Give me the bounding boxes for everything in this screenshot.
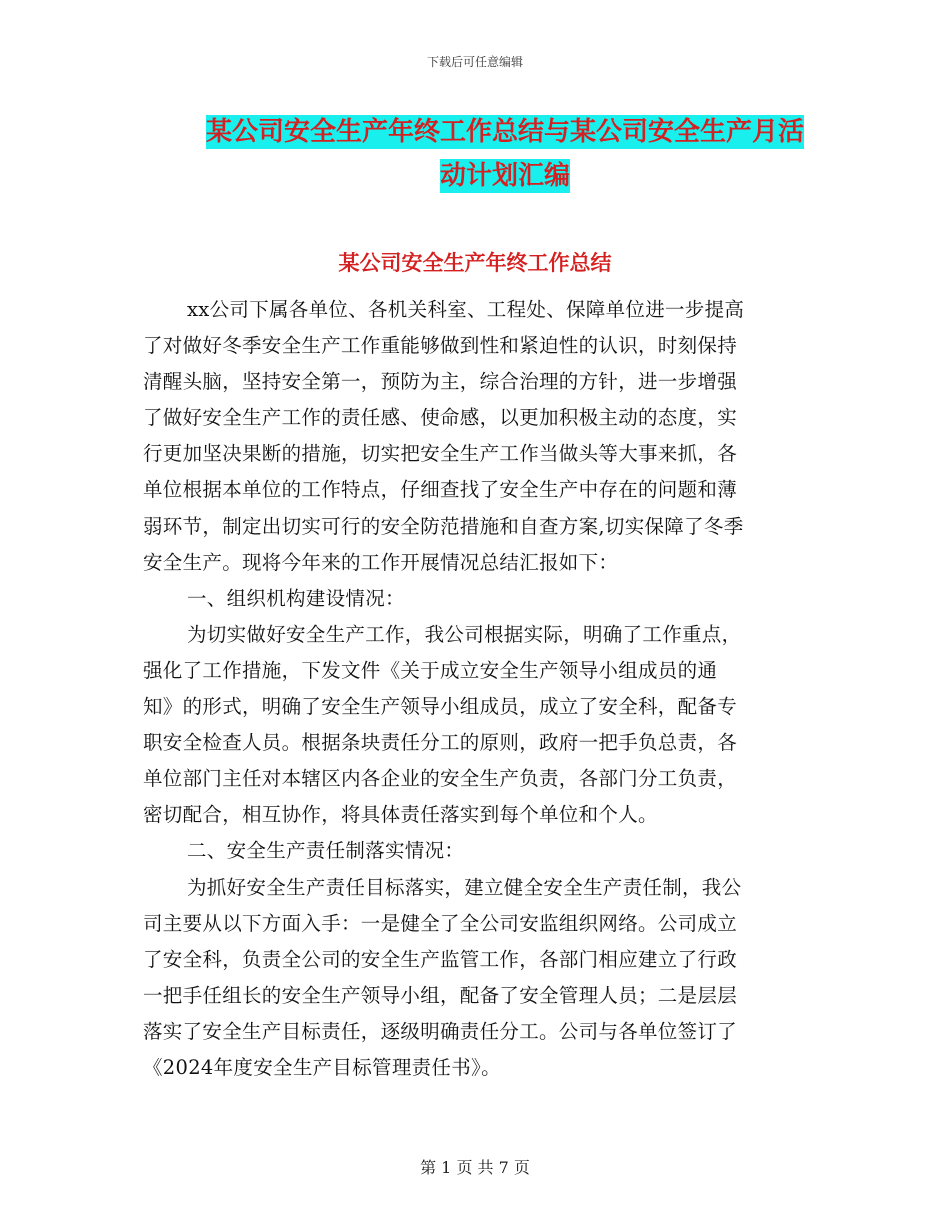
- body-line: 了对做好冬季安全生产工作重能够做到性和紧迫性的认识，时刻保持: [143, 334, 738, 358]
- page-header: 下载后可任意编辑: [426, 55, 523, 69]
- document-title-line-1: 某公司安全生产年终工作总结与某公司安全生产月活: [205, 117, 804, 147]
- body-line: 强化了工作措施，下发文件《关于成立安全生产领导小组成员的通: [143, 658, 718, 682]
- body-line: 为抓好安全生产责任目标落实，建立健全安全生产责任制，我公: [187, 875, 742, 899]
- body-line: 密切配合，相互协作，将具体责任落实到每个单位和个人。: [143, 803, 658, 827]
- body-line: 单位部门主任对本辖区内各企业的安全生产负责，各部门分工负责，: [143, 767, 738, 791]
- body-line: 《2024年度安全生产目标管理责任书》。: [143, 1055, 501, 1079]
- body-line: 落实了安全生产目标责任，逐级明确责任分工。公司与各单位签订了: [143, 1019, 738, 1043]
- heading-organization: 一、组织机构建设情况：: [187, 586, 405, 610]
- body-line: 单位根据本单位的工作特点，仔细查找了安全生产中存在的问题和薄: [143, 478, 738, 502]
- heading-responsibility: 二、安全生产责任制落实情况：: [187, 839, 465, 863]
- body-line: 清醒头脑，坚持安全第一，预防为主，综合治理的方针，进一步增强: [143, 370, 738, 394]
- document-body: [143, 292, 807, 1086]
- document-title: [185, 110, 825, 198]
- body-line: xx公司下属各单位、各机关科室、工程处、保障单位进一步提高: [187, 298, 745, 321]
- section-title: 某公司安全生产年终工作总结: [338, 251, 612, 275]
- document-title-line-2: 动计划汇编: [439, 161, 570, 191]
- body-line: 了做好安全生产工作的责任感、使命感，以更加积极主动的态度，实: [143, 406, 738, 430]
- body-line: 为切实做好安全生产工作，我公司根据实际，明确了工作重点，: [187, 622, 742, 646]
- body-line: 一把手任组长的安全生产领导小组，配备了安全管理人员；二是层层: [143, 983, 738, 1007]
- body-line: 知》的形式，明确了安全生产领导小组成员，成立了安全科，配备专: [143, 695, 738, 719]
- body-line: 弱环节，制定出切实可行的安全防范措施和自查方案,切实保障了冬季: [143, 514, 744, 538]
- body-line: 司主要从以下方面入手：一是健全了全公司安监组织网络。公司成立: [143, 911, 738, 935]
- body-line: 安全生产。现将今年来的工作开展情况总结汇报如下：: [143, 550, 619, 574]
- body-line: 了安全科，负责全公司的安全生产监管工作，各部门相应建立了行政: [143, 947, 738, 971]
- body-line: 行更加坚决果断的措施，切实把安全生产工作当做头等大事来抓，各: [143, 442, 738, 466]
- body-line: 职安全检查人员。根据条块责任分工的原则，政府一把手负总责，各: [143, 731, 738, 755]
- page-footer: 第 1 页 共 7 页: [420, 1158, 530, 1177]
